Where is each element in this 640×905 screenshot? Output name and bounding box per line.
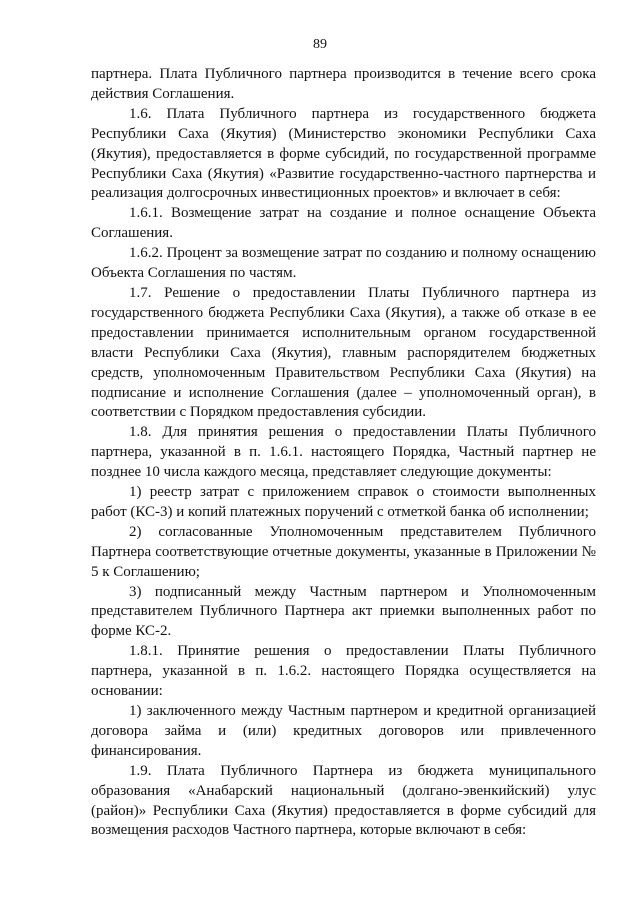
paragraph-1-8: 1.8. Для принятия решения о предоставлении Платы Публичного партнера, указанной в п. 1.6.1. настоящего Порядка, Частный партнер не позднее 10 числа каждого месяца, представляет следующие документы:	[91, 424, 596, 481]
list-item-1-8-1-1: 1) заключенного между Частным партнером и кредитной организацией договора займа и (или) кредитных договоров или привлеченного финансирования.	[91, 703, 596, 759]
list-item-1-8-2: 2) согласованные Уполномоченным представителем Публичного Партнера соответствующие отчетные документы, указанные в Приложении № 5 к Соглашению;	[91, 523, 596, 580]
list-item-1-8-3: 3) подписанный между Частным партнером и Уполномоченным представителем Публичного Партнера акт приемки выполненных работ по форме КС-2.	[91, 583, 596, 640]
paragraph-1-7: 1.7. Решение о предоставлении Платы Публичного партнера из государственного бюджета Республики Саха (Якутия), а также об отказе в ее предоставлении принимается исполнительным органом государственной власти Республики Саха (Якутия), главным распорядителем бюджетных средств, уполномоченным Правительством Республики Саха (Якутия) на подписание и исполнение Соглашения (далее – уполномоченный орган), в соответствии с Порядком предоставления субсидии.	[91, 284, 596, 421]
document-body	[91, 65, 596, 841]
paragraph-continuation: партнера. Плата Публичного партнера производится в течение всего срока действия Соглашения.	[91, 66, 596, 102]
list-item-1-8-1: 1) реестр затрат с приложением справок о стоимости выполненных работ (КС-3) и копий платежных поручений с отметкой банка об исполнении;	[91, 484, 596, 520]
paragraph-1-6: 1.6. Плата Публичного партнера из государственного бюджета Республики Саха (Якутия) (Министерство экономики Республики Саха (Якутия), предоставляется в форме субсидий, по государственной программе Республики Саха (Якутия) «Развитие государственно-частного партнерства и реализация долгосрочных инвестиционных проектов» и включает в себя:	[91, 105, 596, 202]
paragraph-1-6-1: 1.6.1. Возмещение затрат на создание и полное оснащение Объекта Соглашения.	[91, 205, 596, 242]
paragraph-1-6-2: 1.6.2. Процент за возмещение затрат по созданию и полному оснащению Объекта Соглашения по частям.	[91, 245, 596, 282]
paragraph-1-8-1: 1.8.1. Принятие решения о предоставлении Платы Публичного партнера, указанной в п. 1.6.2. настоящего Порядка осуществляется на основании:	[91, 643, 596, 700]
paragraph-1-9: 1.9. Плата Публичного Партнера из бюджета муниципального образования «Анабарский национальный (долгано-эвенкийский) улус (район)» Республики Саха (Якутия) предоставляется в форме субсидий для возмещения расходов Частного партнера, которые включают в себя:	[91, 762, 596, 839]
page-number: 89	[313, 37, 327, 52]
